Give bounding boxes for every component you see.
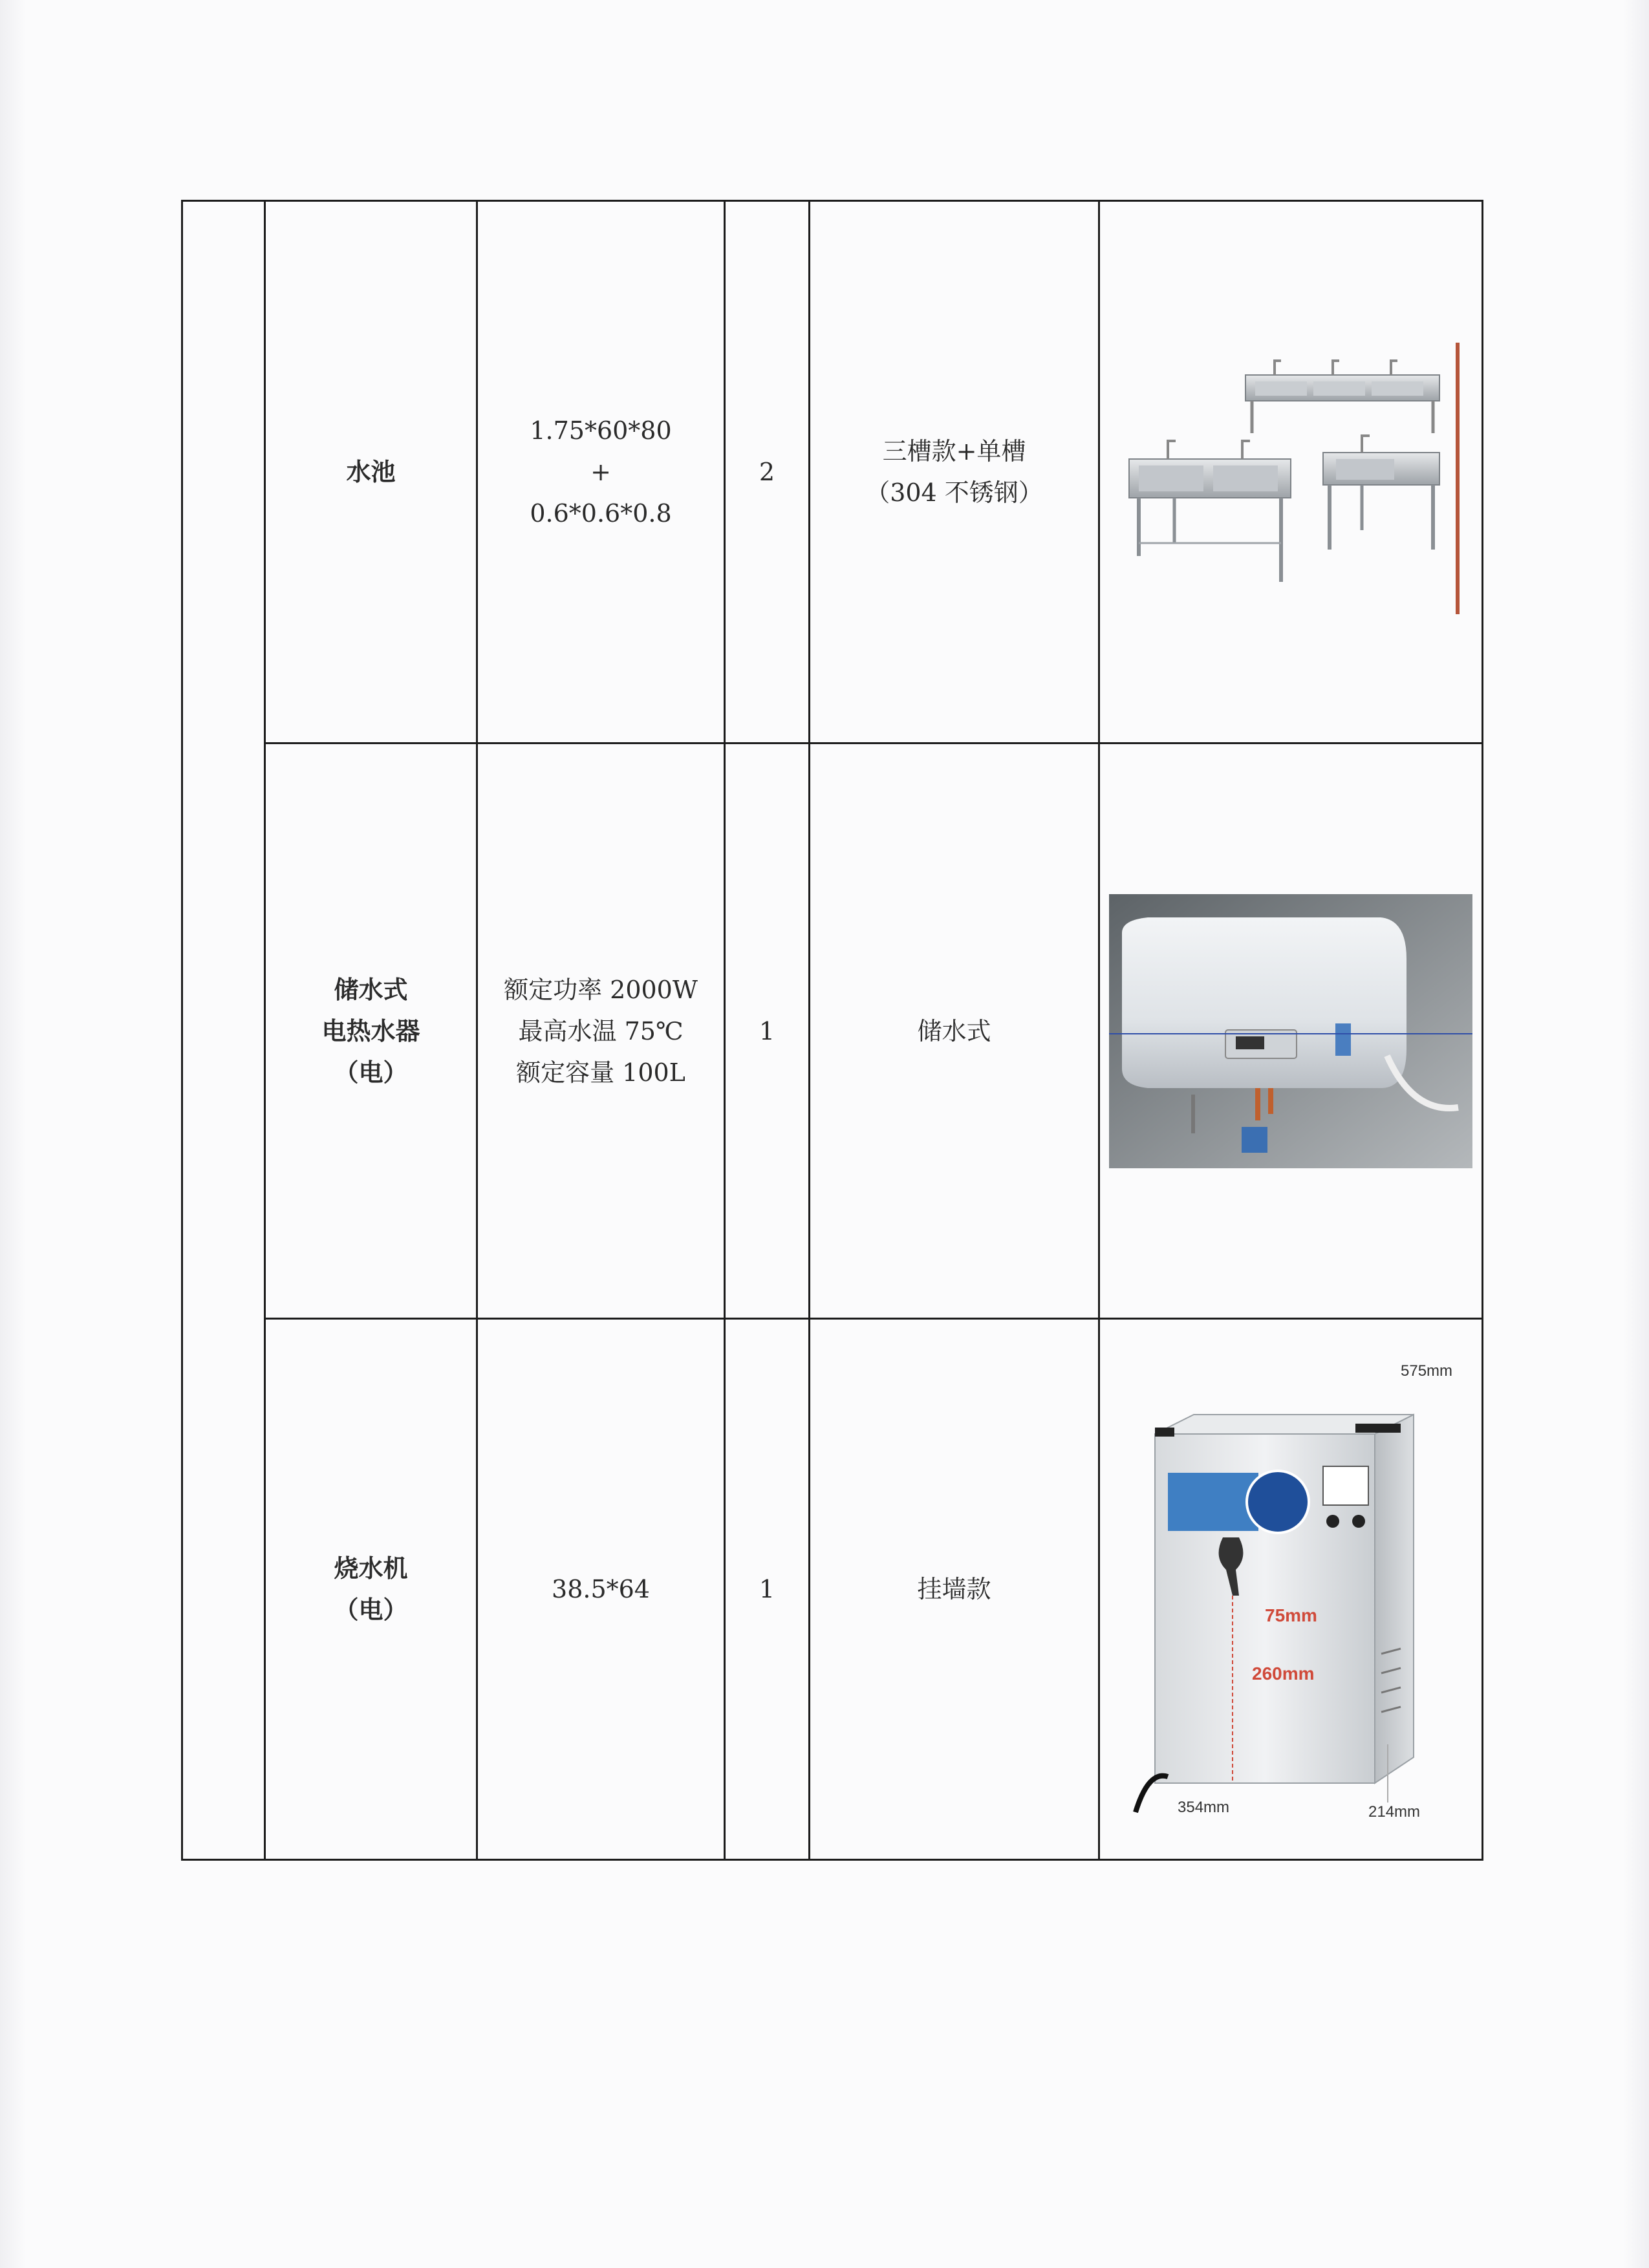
quantity: 1 — [759, 1575, 775, 1603]
spec-line: 38.5*64 — [552, 1575, 650, 1603]
remark-line: 挂墙款 — [917, 1575, 991, 1603]
item-name: 电热水器 — [321, 1016, 420, 1045]
spec-line: 最高水温 75℃ — [518, 1016, 684, 1045]
photo-cell — [1099, 744, 1483, 1319]
stainless-steel-sinks-photo — [1116, 330, 1465, 614]
item-name-cell — [265, 744, 477, 1319]
remark-line: （304 不锈钢） — [865, 478, 1043, 507]
spec-line: 0.6*0.6*0.8 — [530, 499, 672, 528]
table-row — [182, 201, 1483, 744]
item-name-cell — [265, 201, 477, 744]
spec-cell — [477, 1319, 725, 1860]
water-boiler-photo — [1110, 1356, 1472, 1822]
photo-cell — [1099, 201, 1483, 744]
item-name: 烧水机 — [334, 1554, 408, 1583]
quantity: 2 — [759, 458, 775, 486]
electric-water-heater-photo — [1109, 894, 1472, 1168]
spec-line: + — [590, 458, 611, 486]
merged-index-cell — [182, 201, 265, 1860]
quantity-cell — [725, 201, 810, 744]
depth-dimension-label: 214mm — [1368, 1803, 1421, 1821]
remark-cell — [810, 201, 1099, 744]
remark-line: 三槽款+单槽 — [882, 437, 1026, 465]
spec-line: 1.75*60*80 — [530, 416, 672, 445]
item-name: 水池 — [346, 458, 396, 486]
remark-cell — [810, 744, 1099, 1319]
spec-line: 额定容量 100L — [516, 1058, 685, 1087]
width-dimension-label: 354mm — [1178, 1799, 1230, 1816]
remark-line: 储水式 — [917, 1016, 991, 1045]
item-name: （电） — [334, 1058, 408, 1087]
item-name: 储水式 — [334, 975, 408, 1004]
top-dimension-label: 575mm — [1401, 1362, 1453, 1380]
photo-cell — [1099, 1319, 1483, 1860]
table-row — [182, 744, 1483, 1319]
remark-cell — [810, 1319, 1099, 1860]
quantity-cell — [725, 744, 810, 1319]
quantity-cell — [725, 1319, 810, 1860]
equipment-table — [181, 200, 1483, 1861]
spec-cell — [477, 201, 725, 744]
item-name: （电） — [334, 1596, 408, 1624]
spec-line: 额定功率 2000W — [504, 975, 698, 1004]
table-row — [182, 1319, 1483, 1860]
height-dimension-label: 260mm — [1252, 1664, 1315, 1684]
tap-dimension-label: 75mm — [1265, 1605, 1317, 1625]
item-name-cell — [265, 1319, 477, 1860]
spec-cell — [477, 744, 725, 1319]
quantity: 1 — [759, 1016, 775, 1045]
